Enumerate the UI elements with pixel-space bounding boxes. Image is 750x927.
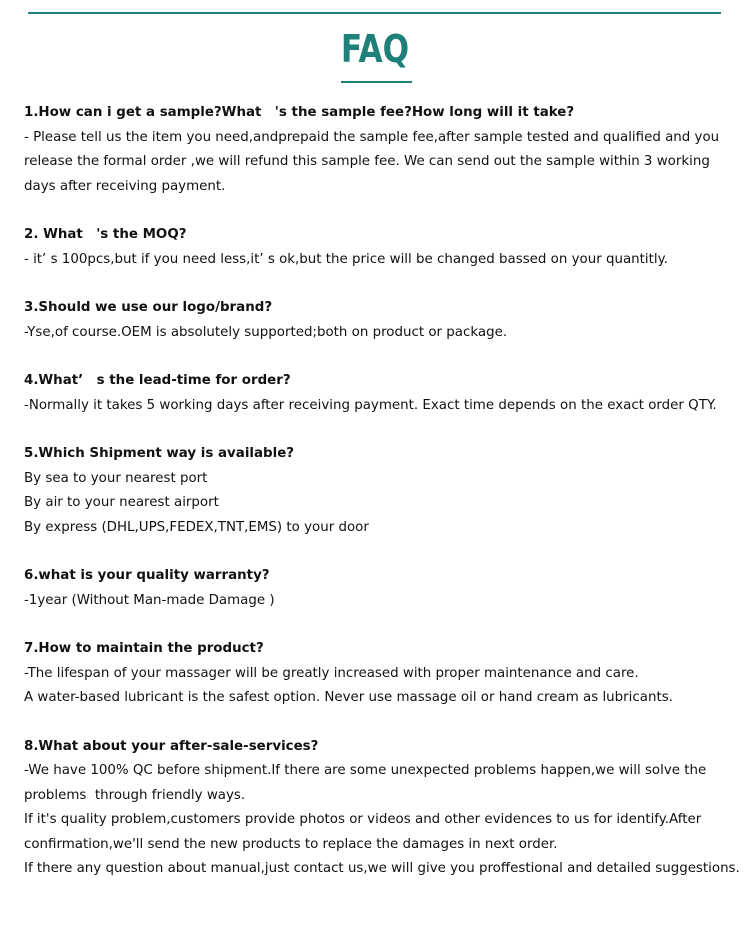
faq-list (24, 101, 740, 906)
faq-item (24, 735, 740, 882)
top-divider (28, 12, 721, 14)
faq-answer-line: -The lifespan of your massager will be greatly increased with proper maintenance and care. (24, 665, 639, 681)
faq-question: 7.How to maintain the product? (24, 641, 264, 656)
faq-answer-line: By air to your nearest airport (24, 495, 219, 510)
faq-item (24, 223, 740, 272)
faq-item (24, 101, 740, 199)
faq-answer-line: By sea to your nearest port (24, 470, 208, 486)
faq-question: 8.What about your after-sale-services? (24, 738, 319, 754)
faq-item (24, 637, 740, 711)
faq-question: 2. What 's the MOQ? (24, 227, 187, 242)
faq-answer-line: A water-based lubricant is the safest option. Never use massage oil or hand cream as lubricants. (24, 690, 673, 705)
faq-answer-line: If it's quality problem,customers provide photos or videos and other evidences to us for identify.After confirmation,we'll send the new products to replace the damages in next order. (24, 812, 706, 852)
page-title: FAQ (340, 27, 410, 71)
faq-answer-line: -Normally it takes 5 working days after receiving payment. Exact time depends on the exact order QTY. (24, 397, 717, 413)
faq-item (24, 442, 740, 540)
faq-item (24, 564, 740, 613)
faq-item (24, 296, 740, 345)
faq-question: 3.Should we use our logo/brand? (24, 300, 273, 315)
faq-answer-line: By express (DHL,UPS,FEDEX,TNT,EMS) to your door (24, 519, 369, 535)
faq-question: 6.what is your quality warranty? (24, 568, 270, 583)
faq-question: 5.Which Shipment way is available? (24, 446, 295, 461)
faq-answer-line: - it’ s 100pcs,but if you need less,it’ s ok,but the price will be changed bassed on your quantitly. (24, 251, 668, 267)
title-underline (341, 81, 412, 83)
faq-answer-line: - Please tell us the item you need,andprepaid the sample fee,after sample tested and qualified and you release the formal order ,we will refund this sample fee. We can send out the sample within 3 working days after receiving payment. (24, 129, 724, 194)
faq-item (24, 369, 740, 418)
faq-question: 1.How can i get a sample?What 's the sample fee?How long will it take? (24, 105, 575, 120)
faq-answer-line: If there any question about manual,just contact us,we will give you proffestional and detailed suggestions. (24, 861, 740, 876)
faq-answer-line: -Yse,of course.OEM is absolutely supported;both on product or package. (24, 324, 508, 340)
faq-question: 4.What’ s the lead-time for order? (24, 373, 291, 388)
faq-answer-line: -We have 100% QC before shipment.If there are some unexpected problems happen,we will solve the problems through friendly ways. (24, 763, 711, 803)
faq-answer-line: -1year (Without Man-made Damage ) (24, 592, 275, 608)
